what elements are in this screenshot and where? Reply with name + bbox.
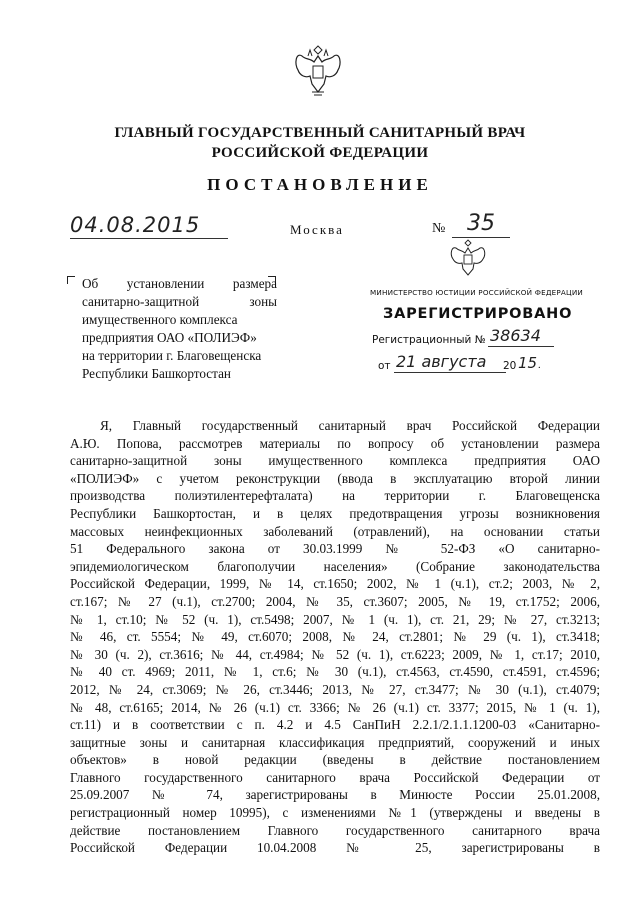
body-line: Республики Башкортостан, и в целях предотвращения угрозы возникновения	[70, 505, 600, 521]
subject-bracket-left	[67, 276, 75, 284]
stamp-from-label: от	[378, 360, 391, 372]
stamp-registered: ЗАРЕГИСТРИРОВАНО	[383, 306, 573, 322]
body-line: 51 Федерального закона от 30.03.1999 № 52-ФЗ «О санитарно-	[70, 541, 600, 557]
stamp-reg-date: 21 августа	[394, 352, 506, 373]
subject-line: предприятия ОАО «ПОЛИЭФ»	[82, 330, 257, 345]
body-line: 25.09.2007 № 74, зарегистрированы в Минюсте России 25.01.2008,	[70, 787, 600, 803]
stamp-reg-label: Регистрационный №	[372, 334, 486, 346]
issuer-title: ГЛАВНЫЙ ГОСУДАРСТВЕННЫЙ САНИТАРНЫЙ ВРАЧ	[114, 125, 526, 141]
body-line: регистрационный номер 10995), с изменениями №1 (утверждены и введены в	[70, 805, 600, 821]
subject-line: имущественного комплекса	[82, 312, 238, 327]
decree-body	[70, 417, 600, 857]
body-line: объектов» в новой редакции (введены в действие постановлением	[70, 752, 600, 768]
body-line: № 30 (ч. 2), ст.3616; № 44, ст.4984; № 52 (ч. 1), ст.6223; 2009, № 1, ст.17; 2010,	[70, 646, 600, 662]
stamp-year-prefix: 20	[503, 360, 517, 372]
body-line: Главного государственного санитарного врача Российской Федерации от	[70, 769, 600, 785]
body-line: эпидемиологическом благополучии населения» (Собрание законодательства	[70, 558, 600, 574]
decree-number: 35	[452, 210, 510, 238]
body-line: № 48, ст.6165; 2014, № 26 (ч.1) ст. 3366; № 26 (ч.1) ст. 3377; 2015, № 1 (ч. 1),	[70, 699, 600, 715]
decree-date: 04.08.2015	[70, 212, 228, 239]
body-line: ст.167; № 27 (ч.1), ст.2700; 2004, № 35, ст.3607; 2005, № 19, ст.1752; 2006,	[70, 593, 600, 609]
subject-line: Об установлении размера	[82, 276, 277, 291]
body-line: Российской Федерации 10.04.2008 № 25, зарегистрированы в	[70, 840, 600, 856]
decree-number-label: №	[432, 221, 446, 236]
body-line: № 40 ст. 4969; 2011, № 1, ст.6; № 30 (ч.1), ст.4563, ст.4590, ст.4591, ст.4596;	[70, 664, 600, 680]
subject-line: на территории г. Благовещенска	[82, 348, 262, 363]
body-line: Я, Главный государственный санитарный врач Российской Федерации	[100, 418, 600, 433]
document-type: ПОСТАНОВЛЕНИЕ	[207, 175, 433, 194]
body-line: № 1, ст.10; № 52 (ч. 1), ст.5498; 2007, № 1 (ч. 1), ст. 21, 29; № 27, ст.3213;	[70, 611, 600, 627]
decree-city: Москва	[290, 222, 344, 237]
body-line: массовых неинфекционных заболеваний (отравлений), на основании статьи	[70, 523, 600, 539]
subject-line: санитарно-защитной зоны	[82, 294, 277, 309]
stamp-reg-number: 38634	[488, 326, 554, 347]
body-line: 2012, № 24, ст.3069; № 26, ст.3446; 2013, № 27, ст.3477; № 30 (ч.1), ст.4079;	[70, 681, 600, 697]
body-line: защитные зоны и санитарная классификация предприятий, сооружений и иных	[70, 734, 600, 750]
body-line: А.Ю. Попова, рассмотрев материалы по вопросу об установлении размера	[70, 435, 600, 451]
subject-line: Республики Башкортостан	[82, 366, 231, 381]
body-line: санитарно-защитной зоны имущественного комплекса предприятия ОАО	[70, 453, 600, 469]
stamp-ministry: МИНИСТЕРСТВО ЮСТИЦИИ РОССИЙСКОЙ ФЕДЕРАЦИИ	[370, 288, 583, 297]
issuer-title-country: РОССИЙСКОЙ ФЕДЕРАЦИИ	[211, 145, 429, 161]
body-line: Российской Федерации, 1999, № 14, ст.1650; 2002, № 1 (ч.1), ст.2; 2003, № 2,	[70, 576, 600, 592]
coat-of-arms-emblem	[292, 42, 344, 98]
body-line: производства полиэтилентерефталата) на территории г. Благовещенска	[70, 488, 600, 504]
stamp-year-dot: .	[538, 360, 541, 371]
body-line: «ПОЛИЭФ» с учетом реконструкции (ввода в эксплуатацию второй линии	[70, 470, 600, 486]
body-line: ст.11) и в соответствии с п. 4.2 и 4.5 СанПиН 2.2.1/2.1.1.1200-03 «Санитарно-	[70, 717, 600, 733]
stamp-emblem-icon	[448, 238, 488, 278]
body-line: № 46, ст. 5554; № 49, ст.6070; 2008, № 24, ст.2801; № 29 (ч. 1), ст.3418;	[70, 629, 600, 645]
decree-subject	[82, 275, 277, 383]
stamp-year-suffix: 15	[518, 354, 538, 372]
body-line: действие постановлением Главного государственного санитарного врача	[70, 822, 600, 838]
